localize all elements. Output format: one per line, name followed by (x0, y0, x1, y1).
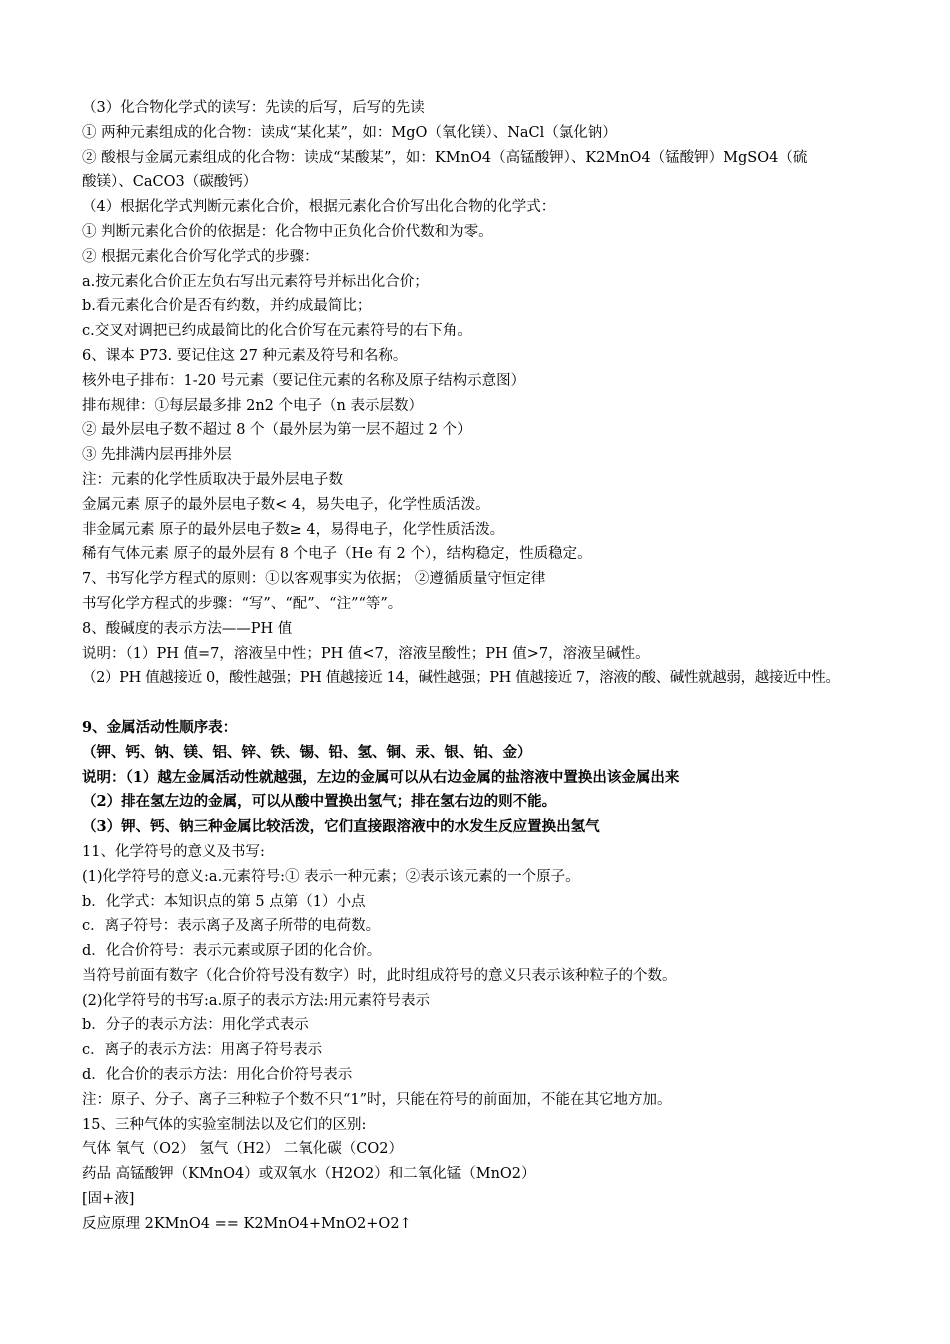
text-line: 11、化学符号的意义及书写: (82, 843, 265, 860)
text-line: ③ 先排满内层再排外层 (82, 447, 232, 464)
text-line: 反应原理 2KMnO4 == K2MnO4+MnO2+O2↑ (82, 1215, 412, 1232)
bold-text-line: 9、金属活动性顺序表： (82, 718, 238, 736)
text-line: 酸镁）、CaCO3（碳酸钙） (82, 174, 258, 191)
text-line: ② 酸根与金属元素组成的化合物：读成“某酸某”，如：KMnO4（高锰酸钾）、K2MnO4（锰酸钾）MgSO4（硫 (82, 149, 808, 166)
text-line: c.交叉对调把已约成最简比的化合价写在元素符号的右下角。 (82, 323, 472, 340)
text-line: 注：原子、分子、离子三种粒子个数不只“1”时，只能在符号的前面加，不能在其它地方加。 (82, 1091, 672, 1108)
text-line: d．化合价符号：表示元素或原子团的化合价。 (82, 943, 382, 960)
text-line: （4）根据化学式判断元素化合价，根据元素化合价写出化合物的化学式： (82, 199, 556, 216)
bold-text-line: （2）排在氢左边的金属，可以从酸中置换出氢气；排在氢右边的则不能。 (82, 793, 557, 811)
text-line: b．化学式：本知识点的第 5 点第（1）小点 (82, 893, 366, 910)
text-line: 金属元素 原子的最外层电子数< 4，易失电子，化学性质活泼。 (82, 496, 490, 513)
text-line: （2）PH 值越接近 0，酸性越强；PH 值越接近 14，碱性越强；PH 值越接近 7，溶液的酸、碱性就越弱，越接近中性。 (82, 670, 840, 687)
text-line: ① 判断元素化合价的依据是：化合物中正负化合价代数和为零。 (82, 223, 493, 240)
bold-text-line: 说明：（1）越左金属活动性就越强，左边的金属可以从右边金属的盐溶液中置换出该金属出来 (82, 768, 680, 786)
document-page (82, 96, 882, 1237)
text-line: d．化合价的表示方法：用化合价符号表示 (82, 1067, 353, 1084)
text-line: （3）化合物化学式的读写：先读的后写，后写的先读 (82, 100, 425, 116)
text-line: (1)化学符号的意义:a.元素符号:① 表示一种元素；②表示该元素的一个原子。 (82, 868, 580, 885)
text-line: c．离子的表示方法：用离子符号表示 (82, 1042, 323, 1059)
text-line: ① 两种元素组成的化合物：读成“某化某”，如：MgO（氧化镁）、NaCl（氯化钠） (82, 124, 617, 141)
bold-text-line: （钾、钙、钠、镁、铝、锌、铁、锡、铅、氢、铜、汞、银、铂、金） (82, 743, 532, 761)
text-line: b．分子的表示方法：用化学式表示 (82, 1017, 309, 1034)
text-line: 6、课本 P73. 要记住这 27 种元素及符号和名称。 (82, 347, 408, 364)
text-line: 15、三种气体的实验室制法以及它们的区别: (82, 1116, 367, 1133)
text-line: 气体 氧气（O2） 氢气（H2） 二氧化碳（CO2） (82, 1141, 404, 1158)
text-line: a.按元素化合价正左负右写出元素符号并标出化合价； (82, 273, 429, 290)
text-line: ② 根据元素化合价写化学式的步骤： (82, 248, 319, 265)
text-line: ② 最外层电子数不超过 8 个（最外层为第一层不超过 2 个） (82, 422, 472, 439)
text-line: 药品 高锰酸钾（KMnO4）或双氧水（H2O2）和二氧化锰（MnO2） (82, 1166, 536, 1183)
bold-text-line: （3）钾、钙、钠三种金属比较活泼，它们直接跟溶液中的水发生反应置换出氢气 (82, 818, 600, 836)
text-line: 稀有气体元素 原子的最外层有 8 个电子（He 有 2 个），结构稳定，性质稳定。 (82, 546, 592, 563)
blank-line (82, 691, 882, 716)
text-line: 7、书写化学方程式的原则：①以客观事实为依据； ②遵循质量守恒定律 (82, 571, 546, 588)
text-line: c．离子符号：表示离子及离子所带的电荷数。 (82, 918, 381, 935)
text-line: 排布规律：①每层最多排 2n2 个电子（n 表示层数） (82, 397, 423, 414)
text-line: 书写化学方程式的步骤：“写”、“配”、“注”“等”。 (82, 595, 403, 612)
text-line: 当符号前面有数字（化合价符号没有数字）时，此时组成符号的意义只表示该种粒子的个数。 (82, 967, 677, 984)
text-line: 注：元素的化学性质取决于最外层电子数 (82, 471, 343, 488)
text-line: 非金属元素 原子的最外层电子数≥ 4，易得电子，化学性质活泼。 (82, 521, 505, 538)
text-line: b.看元素化合价是否有约数，并约成最简比； (82, 298, 372, 315)
text-line: 说明：（1）PH 值=7，溶液呈中性；PH 值<7，溶液呈酸性；PH 值>7，溶液呈碱性。 (82, 645, 650, 662)
text-line: (2)化学符号的书写:a.原子的表示方法:用元素符号表示 (82, 992, 431, 1009)
text-line: 8、酸碱度的表示方法——PH 值 (82, 620, 293, 637)
text-line: [固+液] (82, 1191, 135, 1208)
text-line: 核外电子排布：1-20 号元素（要记住元素的名称及原子结构示意图） (82, 372, 526, 389)
